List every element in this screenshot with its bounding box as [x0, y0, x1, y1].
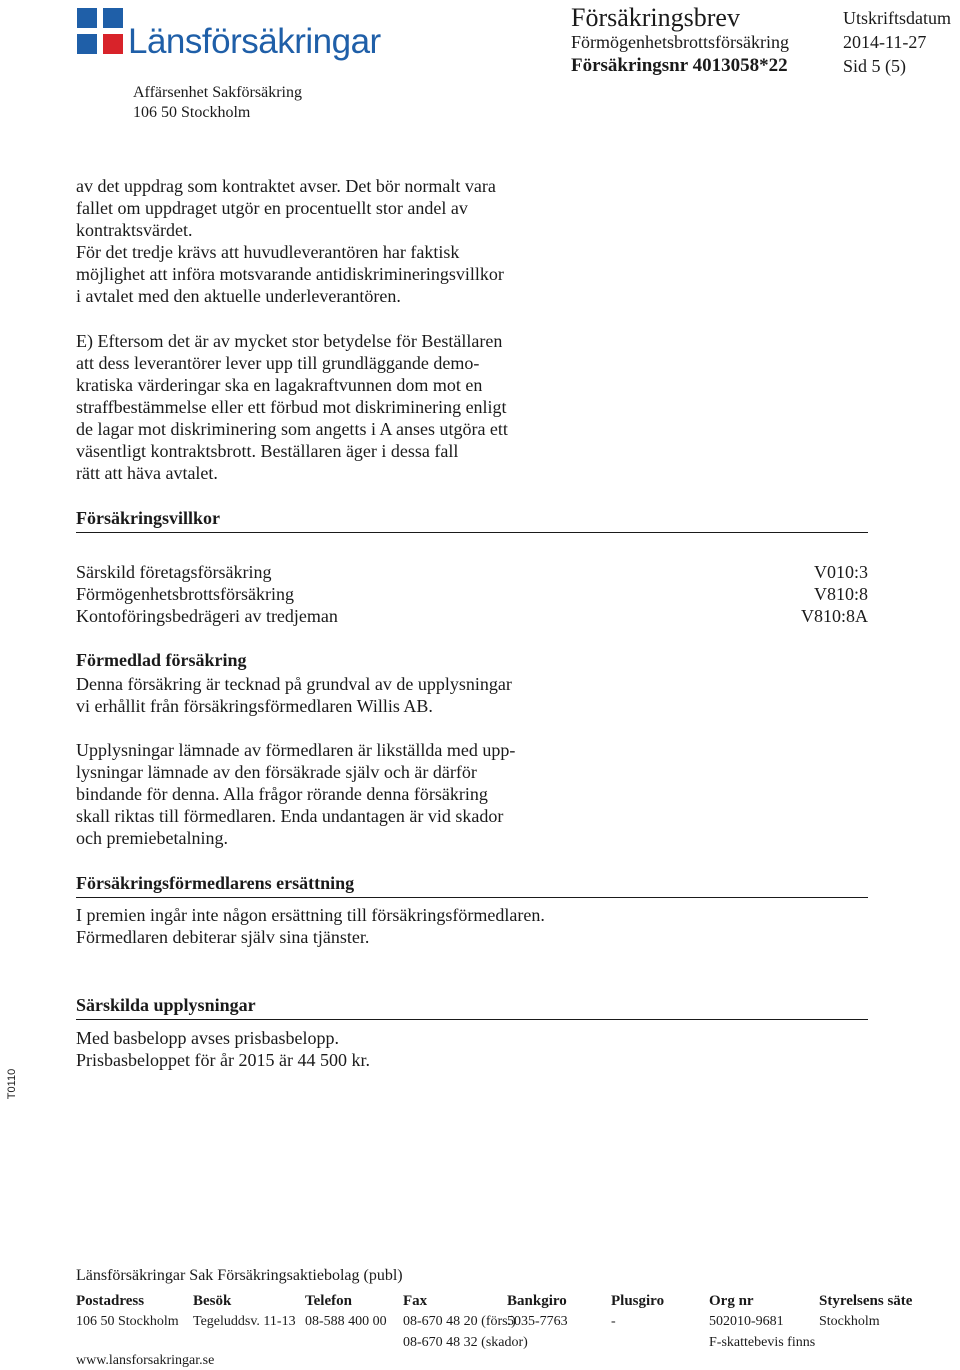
footer-sate: Stockholm	[819, 1314, 880, 1329]
insurance-type: Förmögenhetsbrottsförsäkring	[571, 32, 789, 52]
text-line: skall riktas till förmedlaren. Enda undantagen är vid skador	[76, 806, 504, 826]
text-line: lysningar lämnade av den försäkrade själv och är därför	[76, 762, 477, 782]
footer-header-bankgiro: Bankgiro	[507, 1293, 567, 1309]
condition-code: V010:3	[814, 562, 868, 582]
lansforsakringar-logo-icon	[77, 8, 123, 54]
condition-name: Kontoföringsbedrägeri av tredjeman	[76, 606, 338, 626]
broker-compensation-heading: Försäkringsförmedlarens ersättning	[76, 872, 868, 898]
page-number: Sid 5 (5)	[843, 56, 906, 76]
text-line: de lagar mot diskriminering som angetts i A anses utgöra ett	[76, 419, 508, 439]
footer-orgnr: 502010-9681	[709, 1314, 784, 1329]
footer-postadress: 106 50 Stockholm	[76, 1314, 179, 1329]
policy-number: Försäkringsnr 4013058*22	[571, 55, 788, 76]
text-line: vi erhållit från försäkringsförmedlaren Willis AB.	[76, 696, 433, 716]
condition-row	[76, 606, 868, 628]
brokered-heading: Förmedlad försäkring	[76, 650, 247, 670]
footer-fax-claims: 08-670 48 32 (skador)	[403, 1335, 528, 1350]
text-line: väsentligt kontraktsbrott. Beställaren äger i dessa fall	[76, 441, 459, 461]
special-info-text	[76, 1027, 370, 1071]
condition-name: Förmögenhetsbrottsförsäkring	[76, 584, 294, 604]
condition-row	[76, 562, 868, 584]
footer-company: Länsförsäkringar Sak Försäkringsaktiebolag (publ)	[76, 1267, 403, 1284]
conditions-heading: Försäkringsvillkor	[76, 507, 868, 533]
text-line: Prisbasbeloppet för år 2015 är 44 500 kr.	[76, 1050, 370, 1070]
condition-code: V810:8A	[801, 606, 868, 626]
footer-bankgiro: 5035-7763	[507, 1314, 568, 1329]
text-line: Upplysningar lämnade av förmedlaren är likställda med upp-	[76, 740, 516, 760]
text-line: möjlighet att införa motsvarande antidiskrimineringsvillkor	[76, 264, 504, 284]
brokered-paragraph-2	[76, 739, 515, 849]
text-line: Med basbelopp avses prisbasbelopp.	[76, 1028, 339, 1048]
text-line: E) Eftersom det är av mycket stor betydelse för Beställaren	[76, 331, 503, 351]
footer-header-postadress: Postadress	[76, 1293, 145, 1309]
footer-header-plusgiro: Plusgiro	[611, 1293, 665, 1309]
footer-fskatt: F-skattebevis finns	[709, 1335, 816, 1350]
text-line: att dess leverantörer lever upp till grundläggande demo-	[76, 353, 480, 373]
text-line: Denna försäkring är tecknad på grundval av de upplysningar	[76, 674, 512, 694]
intro-paragraph-1	[76, 175, 504, 307]
text-line: kontraktsvärdet.	[76, 220, 193, 240]
condition-row	[76, 584, 868, 606]
footer-header-sate: Styrelsens säte	[819, 1293, 913, 1309]
footer-telefon: 08-588 400 00	[305, 1314, 387, 1329]
sender-postal: 106 50 Stockholm	[133, 104, 251, 121]
text-line: straffbestämmelse eller ett förbud mot diskriminering enligt	[76, 397, 507, 417]
text-line: av det uppdrag som kontraktet avser. Det bör normalt vara	[76, 176, 496, 196]
print-date-label: Utskriftsdatum	[843, 8, 951, 28]
condition-name: Särskild företagsförsäkring	[76, 562, 272, 582]
print-date: 2014-11-27	[843, 32, 927, 52]
text-line: kratiska värderingar ska en lagakraftvunnen dom mot en	[76, 375, 483, 395]
form-code: T0110	[6, 1068, 19, 1100]
footer-besok: Tegeluddsv. 11-13	[193, 1314, 296, 1329]
footer-header-orgnr: Org nr	[709, 1293, 754, 1309]
brokered-paragraph-1	[76, 673, 512, 717]
document-title: Försäkringsbrev	[571, 3, 740, 32]
footer-website-link[interactable]: www.lansforsakringar.se	[76, 1353, 215, 1368]
text-line: fallet om uppdraget utgör en procentuellt stor andel av	[76, 198, 468, 218]
text-line: I premien ingår inte någon ersättning till försäkringsförmedlaren.	[76, 905, 545, 925]
footer-header-fax: Fax	[403, 1293, 428, 1309]
logo-wordmark: Länsförsäkringar	[128, 22, 381, 61]
footer-header-telefon: Telefon	[305, 1293, 352, 1309]
footer-plusgiro: -	[611, 1314, 616, 1329]
broker-compensation-text	[76, 904, 545, 948]
special-info-heading: Särskilda upplysningar	[76, 994, 868, 1020]
text-line: Förmedlaren debiterar själv sina tjänster.	[76, 927, 370, 947]
intro-paragraph-2	[76, 330, 508, 484]
text-line: rätt att häva avtalet.	[76, 463, 218, 483]
text-line: i avtalet med den aktuelle underleverantören.	[76, 286, 401, 306]
footer-header-besok: Besök	[193, 1293, 232, 1309]
text-line: För det tredje krävs att huvudleverantören har faktisk	[76, 242, 460, 262]
text-line: bindande för denna. Alla frågor rörande denna försäkring	[76, 784, 488, 804]
text-line: och premiebetalning.	[76, 828, 228, 848]
condition-code: V810:8	[814, 584, 868, 604]
sender-unit: Affärsenhet Sakförsäkring	[133, 84, 302, 101]
footer-fax: 08-670 48 20 (förs.)	[403, 1314, 516, 1329]
